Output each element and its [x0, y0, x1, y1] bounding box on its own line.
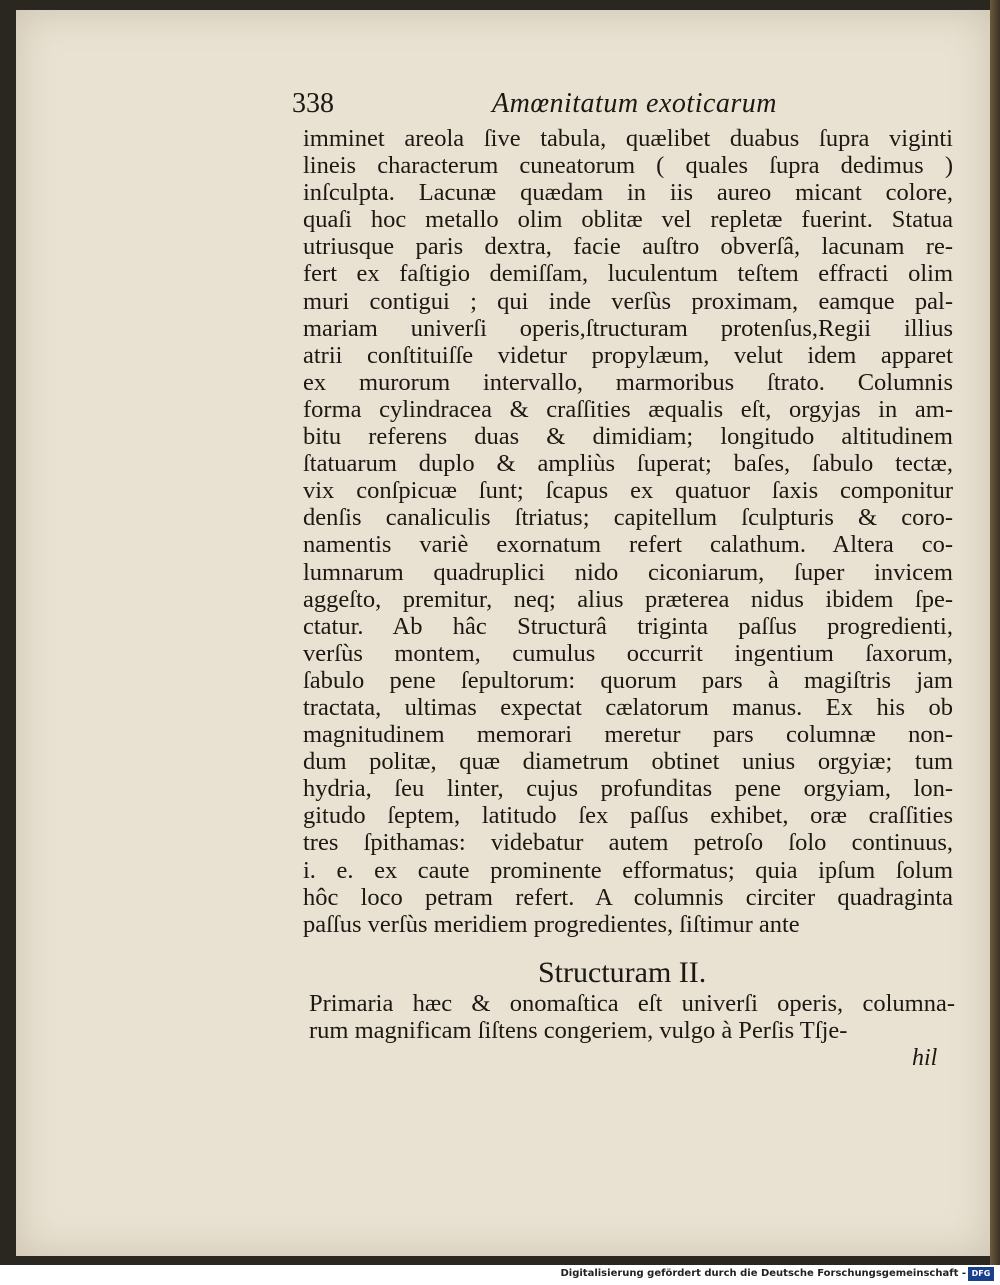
- text-line: fert ex faſtigio demiſſam, luculentum teſtem effracti olim: [303, 260, 953, 288]
- page-number: 338: [292, 88, 334, 119]
- text-line: bitu referens duas & dimidiam; longitudo altitudinem: [303, 423, 953, 451]
- main-text-block: [303, 125, 953, 938]
- text-line: hôc loco petram refert. A columnis circiter quadraginta: [303, 883, 953, 911]
- text-line: gitudo ſeptem, latitudo ſex paſſus exhibet, oræ craſſities: [303, 802, 953, 830]
- text-line: paſſus verſùs meridiem progredientes, ſiſtimur ante: [303, 910, 800, 938]
- text-line: ſabulo pene ſepultorum: quorum pars à magiſtris jam: [303, 666, 953, 694]
- text-line: hydria, ſeu linter, cujus profunditas pene orgyiam, lon-: [303, 775, 953, 803]
- text-line: utriusque paris dextra, facie auſtro obverſâ, lacunam re-: [303, 233, 953, 261]
- text-line: inſculpta. Lacunæ quædam in iis aureo micant colore,: [303, 179, 953, 207]
- text-line: rum magnificam ſiſtens congeriem, vulgo à Perſis Tſje-: [309, 1017, 848, 1044]
- text-line: Primaria hæc & onomaſtica eſt univerſi operis, columna-: [309, 990, 955, 1017]
- text-line: aggeſto, premitur, neq; alius præterea nidus ibidem ſpe-: [303, 585, 953, 613]
- text-line: mariam univerſi operis,ſtructuram protenſus,Regii illius: [303, 314, 953, 342]
- text-line: tractata, ultimas expectat cælatorum manus. Ex his ob: [303, 693, 953, 721]
- text-line: quaſi hoc metallo olim oblitæ vel repletæ fuerint. Statua: [303, 206, 953, 234]
- text-line: atrii conſtituiſſe videtur propylæum, velut idem apparet: [303, 341, 953, 369]
- text-line: tres ſpithamas: videbatur autem petroſo ſolo continuus,: [303, 829, 953, 857]
- text-line: ctatur. Ab hâc Structurâ triginta paſſus progredienti,: [303, 612, 953, 640]
- running-title: Amœnitatum exoticarum: [492, 88, 778, 119]
- text-line: lumnarum quadruplici nido ciconiarum, ſuper invicem: [303, 558, 953, 586]
- second-text-block: [309, 990, 955, 1044]
- text-line: namentis variè exornatum refert calathum. Altera co-: [303, 531, 953, 559]
- text-line: imminet areola ſive tabula, quælibet duabus ſupra viginti: [303, 125, 953, 152]
- text-line: denſis canaliculis ſtriatus; capitellum ſculpturis & coro-: [303, 504, 953, 532]
- text-line: forma cylindracea & craſſities æqualis eſt, orgyjas in am-: [303, 395, 953, 423]
- text-line: ſtatuarum duplo & ampliùs ſuperat; baſes, ſabulo tectæ,: [303, 450, 953, 478]
- catchword: hil: [912, 1045, 938, 1071]
- page-header: [292, 84, 792, 124]
- text-line: lineis characterum cuneatorum ( quales ſupra dedimus ): [303, 152, 953, 180]
- text-line: verſùs montem, cumulus occurrit ingentium ſaxorum,: [303, 639, 953, 667]
- text-line: ex murorum intervallo, marmoribus ſtrato. Columnis: [303, 368, 953, 396]
- funding-credit: Digitalisierung gefördert durch die Deutsche Forschungsgemeinschaft -: [560, 1268, 966, 1279]
- text-line: i. e. ex caute prominente efformatus; quia ipſum ſolum: [303, 856, 953, 884]
- book-edge: [990, 0, 1000, 1265]
- dfg-logo: DFG: [968, 1267, 994, 1281]
- text-line: magnitudinem memorari meretur pars columnæ non-: [303, 721, 953, 749]
- text-line: dum politæ, quæ diametrum obtinet unius orgyiæ; tum: [303, 748, 953, 776]
- section-heading: Structuram II.: [538, 956, 707, 989]
- text-line: vix conſpicuæ ſunt; ſcapus ex quatuor ſaxis componitur: [303, 477, 953, 505]
- text-line: muri contigui ; qui inde verſùs proximam, eamque pal-: [303, 287, 953, 315]
